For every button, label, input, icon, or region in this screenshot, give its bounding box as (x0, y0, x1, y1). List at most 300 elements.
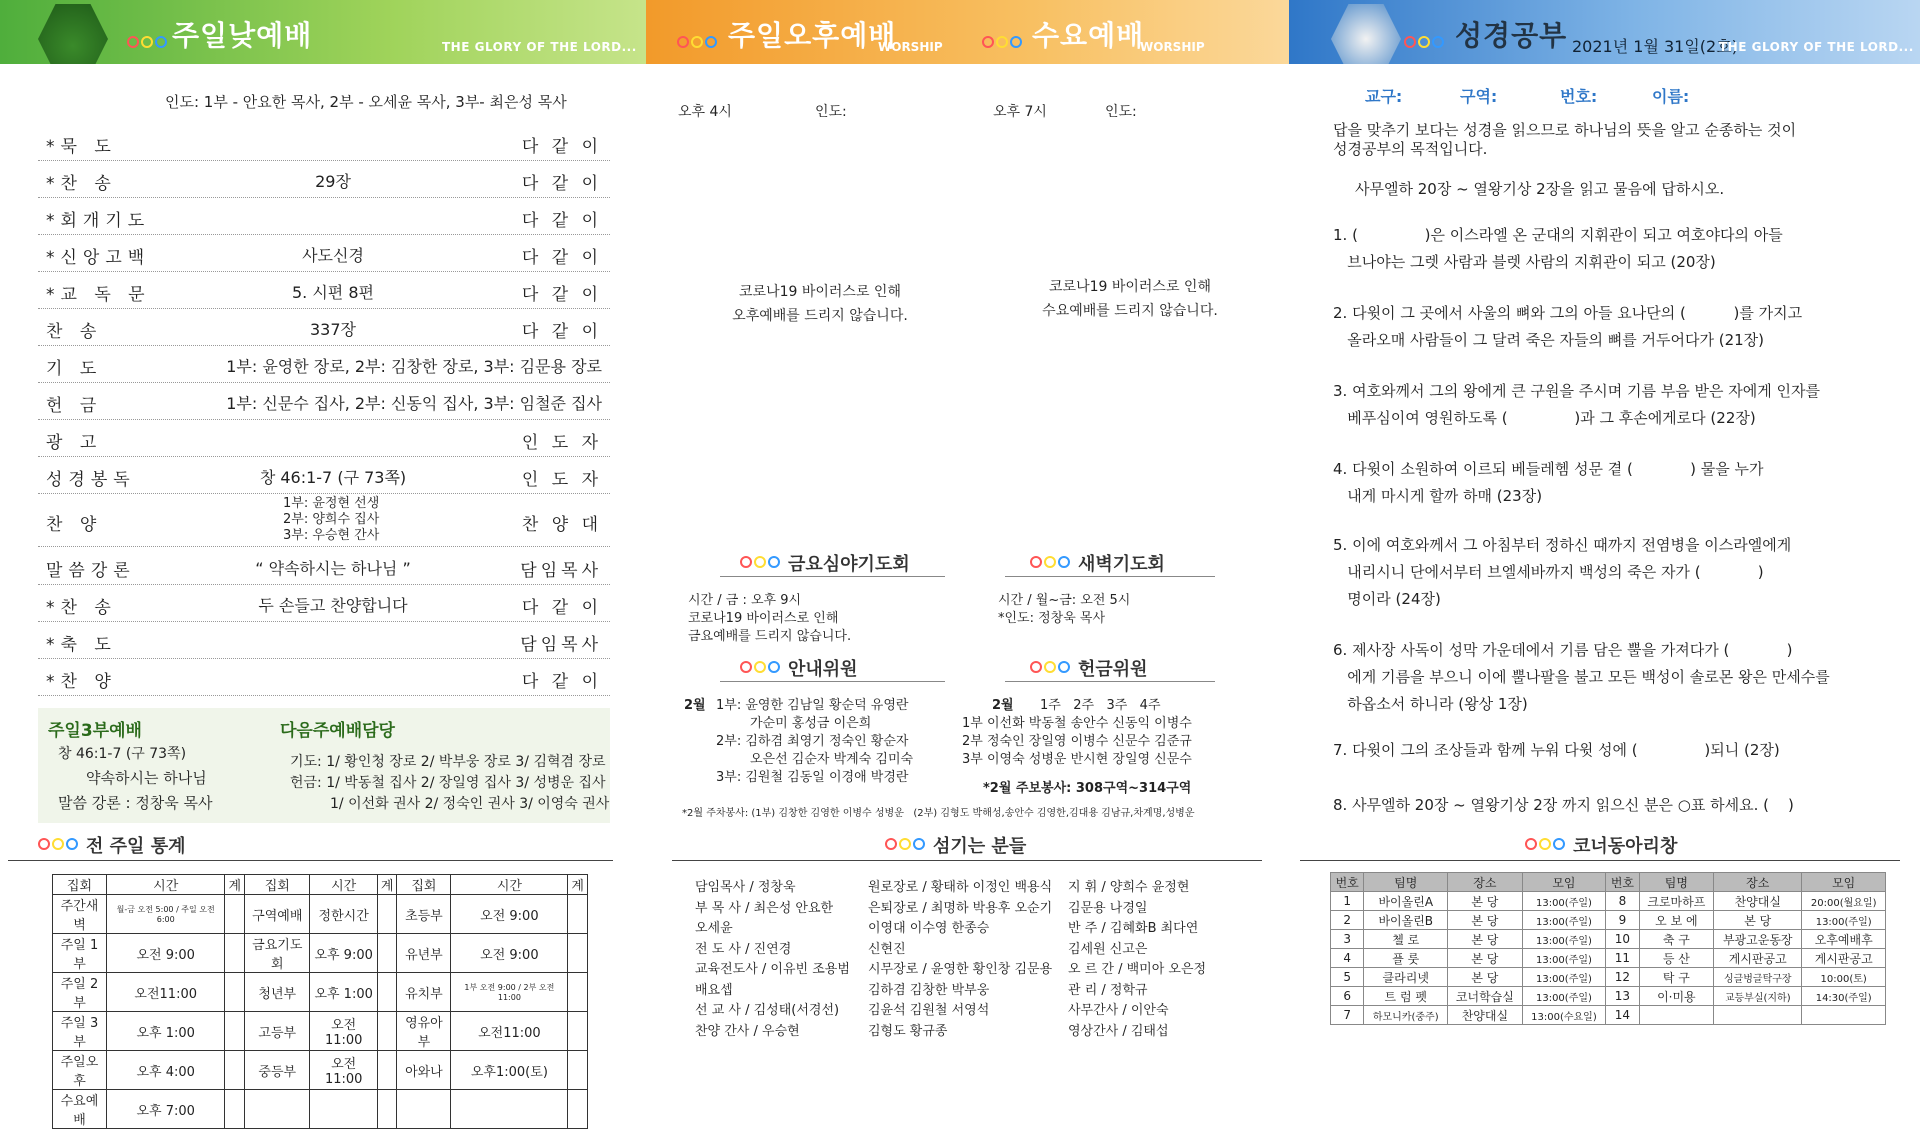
order-responsible: 담임목사 (520, 561, 602, 581)
staff-col-3 (1068, 878, 1206, 1042)
order-content: 29장 (315, 172, 351, 191)
table-cell (225, 1051, 245, 1090)
order-label: *찬 양 (46, 672, 117, 692)
banner-title: 성경공부 (1455, 19, 1568, 52)
table-cell: 금요기도회 (245, 934, 310, 973)
order-label: *회개기도 (46, 211, 151, 231)
table-cell: 축 구 (1639, 930, 1714, 949)
staff-line: 김세원 신고은 (1068, 941, 1148, 957)
table-cell: 8 (1606, 892, 1639, 911)
divider (1300, 860, 1900, 861)
worship-label: WORSHIP (1140, 40, 1205, 54)
dots-icon (1030, 556, 1072, 571)
table-row (1331, 968, 1886, 987)
table-row (53, 973, 588, 1012)
third-service-line: 약속하시는 하나님 (86, 769, 207, 787)
staff-line: 은퇴장로 / 최명하 박용후 오순기 (868, 900, 1053, 916)
order-responsible: 찬 양 대 (521, 515, 602, 535)
question: 1. ( )은 이스라엘 온 군대의 지휘관이 되고 여호야다의 아들 브나야는 그렛 사람과 블렛 사람의 지휘관이 되고 (20장) (1333, 226, 1783, 271)
third-service-line: 말씀 강론 : 정창욱 목사 (58, 794, 213, 812)
staff-line: 관 리 / 정학규 (1068, 982, 1148, 998)
order-row (38, 457, 610, 494)
table-cell: 영유아부 (397, 1012, 451, 1051)
table-cell: 청년부 (245, 973, 310, 1012)
table-cell (225, 1090, 245, 1129)
stats-heading: 전 주일 통계 (38, 832, 185, 858)
dots-icon (740, 661, 782, 676)
dawn-info: 시간 / 월~금: 오전 5시 *인도: 정창욱 목사 (998, 593, 1131, 626)
table-cell (568, 1051, 588, 1090)
table-cell: 주일 3부 (53, 1012, 107, 1051)
table-cell: 오전11:00 (106, 973, 225, 1012)
bulletin-service: *2월 주보봉사: 308구역~314구역 (983, 781, 1192, 796)
dots-icon (1404, 36, 1446, 51)
table-cell (245, 1090, 310, 1129)
third-service-line: 창 46:1-7 (구 73쪽) (58, 746, 187, 762)
order-row (38, 420, 610, 457)
banner-date: 2021년 1월 31일(2호) (1572, 37, 1738, 56)
order-content: 두 손들고 찬양합니다 (258, 596, 408, 615)
banner-bible-study (1289, 0, 1920, 64)
staff-line: 오세윤 (695, 921, 733, 936)
table-cell: 1부 오전 9:00 / 2부 오전 11:00 (451, 973, 568, 1012)
table-cell: 게시판공고 (1714, 949, 1802, 968)
table-cell: 유년부 (397, 934, 451, 973)
table-cell: 크로마하프 (1639, 892, 1714, 911)
table-cell: 주일오후 (53, 1051, 107, 1090)
order-responsible: 다 같 이 (521, 211, 602, 231)
order-responsible: 다 같 이 (521, 174, 602, 194)
divider (720, 576, 945, 577)
table-cell: 오전 9:00 (451, 895, 568, 934)
table-cell: 찬양대실 (1448, 1006, 1523, 1025)
parking-service: *2월 주차봉사: (1부) 김창한 김영한 이병수 성병운 (2부) 김형도 박해성,송안수 김영한,김대용 김남규,차계명,성병운 (682, 808, 1195, 819)
offering-heading: 헌금위원 (1030, 655, 1148, 681)
wed-notice: 코로나19 바이러스로 인해 수요예배를 드리지 않습니다. (1042, 279, 1218, 319)
table-cell: 게시판공고 (1802, 949, 1886, 968)
table-cell: 13:00(수요일) (1522, 1006, 1606, 1025)
dots-icon (982, 36, 1024, 51)
table-cell (568, 1090, 588, 1129)
order-responsible: 다 같 이 (521, 285, 602, 305)
table-cell: 유치부 (397, 973, 451, 1012)
stats-table (52, 874, 588, 1129)
pm-time: 오후 4시 (678, 104, 732, 120)
table-cell: 20:00(월요일) (1802, 892, 1886, 911)
friday-info: 시간 / 금 : 오후 9시 코로나19 바이러스로 인해 금요예배를 드리지 않습니다. (688, 593, 852, 644)
staff-line: 반 주 / 김혜화B 최다연 (1068, 921, 1199, 936)
table-cell: 이·미용 (1639, 987, 1714, 1006)
table-cell (568, 1012, 588, 1051)
order-row (38, 235, 610, 272)
table-cell: 트 럼 펫 (1364, 987, 1448, 1006)
staff-line: 지 휘 / 양희수 윤정현 (1068, 880, 1190, 895)
third-service-title: 주일3부예배 (48, 721, 142, 741)
order-label: 기 도 (46, 359, 103, 379)
table-cell: 오후 7:00 (106, 1090, 225, 1129)
study-task: 사무엘하 20장 ~ 열왕기상 2장을 읽고 물음에 답하시오. (1355, 180, 1725, 198)
question: 5. 이에 여호와께서 그 아침부터 정하신 때까지 전염병을 이스라엘에게 내리시니 단에서부터 브엘세바까지 백성의 죽은 자가 ( ) 명이라 (24장) (1333, 536, 1792, 608)
table-cell: 본 당 (1448, 892, 1523, 911)
field-label: 교구: (1365, 87, 1403, 106)
table-header: 모임 (1802, 873, 1886, 892)
order-label: 찬 송 (46, 322, 103, 342)
wed-lead: 인도: (1105, 104, 1137, 120)
staff-line: 영상간사 / 김태섭 (1068, 1023, 1169, 1039)
table-header: 시간 (106, 875, 225, 895)
table-cell: 하모니카(중주) (1364, 1006, 1448, 1025)
guide-month: 2월 (684, 698, 706, 713)
order-responsible: 다 같 이 (521, 137, 602, 157)
table-cell (397, 1090, 451, 1129)
table-cell: 오전11:00 (310, 1012, 377, 1051)
table-cell: 13 (1606, 987, 1639, 1006)
dots-icon (740, 556, 782, 571)
leaders-line: 인도: 1부 - 안요한 목사, 2부 - 오세윤 목사, 3부- 최은성 목사 (165, 93, 567, 111)
table-cell: 13:00(주일) (1522, 930, 1606, 949)
friday-heading: 금요심야기도회 (740, 550, 910, 576)
order-responsible: 다 같 이 (521, 672, 602, 692)
pm-lead: 인도: (815, 104, 847, 120)
table-cell: 본 당 (1448, 911, 1523, 930)
table-cell: 13:00(주일) (1522, 892, 1606, 911)
table-header: 모임 (1522, 873, 1606, 892)
worship-label: WORSHIP (878, 40, 943, 54)
table-cell (568, 934, 588, 973)
table-header: 계 (568, 875, 588, 895)
table-row (53, 934, 588, 973)
table-cell: 등 산 (1639, 949, 1714, 968)
table-cell (377, 1012, 397, 1051)
dots-icon (127, 36, 169, 51)
clubs-table (1330, 872, 1886, 1025)
table-cell (225, 1012, 245, 1051)
table-header: 계 (225, 875, 245, 895)
order-label: *교 독 문 (46, 285, 151, 305)
table-header: 번호 (1331, 873, 1364, 892)
table-cell (377, 1090, 397, 1129)
table-cell (225, 973, 245, 1012)
staff-line: 시무장로 / 윤영한 황인창 김문용 (868, 962, 1053, 977)
table-cell: 중등부 (245, 1051, 310, 1090)
table-cell: 오후 4:00 (106, 1051, 225, 1090)
table-cell: 오전11:00 (451, 1012, 568, 1051)
banner-subtitle: THE GLORY OF THE LORD... (1719, 40, 1914, 54)
table-cell: 6 (1331, 987, 1364, 1006)
table-cell (1802, 1006, 1886, 1025)
table-cell: 구역예배 (245, 895, 310, 934)
offering-month: 2월 (992, 698, 1014, 713)
table-cell: 오후1:00(토) (451, 1051, 568, 1090)
table-row (53, 895, 588, 934)
table-cell: 싱글벙글탁구장 (1714, 968, 1802, 987)
staff-col-2 (868, 878, 1052, 1042)
table-cell: 7 (1331, 1006, 1364, 1025)
staff-line: 오 르 간 / 백미아 오은정 (1068, 962, 1207, 977)
table-cell: 고등부 (245, 1012, 310, 1051)
staff-line: 배요셉 (695, 982, 733, 998)
table-header: 계 (377, 875, 397, 895)
hands-plant-logo-icon (38, 4, 108, 64)
order-label: *찬 송 (46, 598, 117, 618)
table-cell (568, 973, 588, 1012)
staff-line: 찬양 간사 / 우승현 (695, 1023, 800, 1039)
order-label: 광 고 (46, 433, 103, 453)
order-content: 1부: 윤정현 선생 2부: 양희수 집사 3부: 우승현 간사 (283, 496, 380, 543)
order-content: 337장 (310, 320, 356, 339)
order-responsible: 다 같 이 (521, 598, 602, 618)
table-header-row (1331, 873, 1886, 892)
table-cell: 아와나 (397, 1051, 451, 1090)
order-content: 창 46:1-7 (구 73쪽) (259, 468, 407, 487)
table-cell: 4 (1331, 949, 1364, 968)
table-row (1331, 930, 1886, 949)
dots-icon (1525, 838, 1567, 853)
order-row (38, 161, 610, 198)
order-row (38, 548, 610, 585)
table-row (53, 1051, 588, 1090)
order-label: 찬 양 (46, 515, 103, 535)
order-row (38, 124, 610, 161)
table-cell: 오 보 에 (1639, 911, 1714, 930)
divider (672, 860, 1262, 861)
question: 6. 제사장 사독이 성막 가운데에서 기름 담은 뿔을 가져다가 ( ) 에게 기름을 부으니 이에 뿔나팔을 불고 모든 백성이 솔로몬 왕은 만세수를 하옵소서 하니라 (왕상 1장) (1333, 641, 1830, 713)
table-cell: 교등부실(지하) (1714, 987, 1802, 1006)
table-cell: 바이올린B (1364, 911, 1448, 930)
order-label: *축 도 (46, 635, 117, 655)
table-cell: 첼 로 (1364, 930, 1448, 949)
order-row (38, 198, 610, 235)
field-label: 이름: (1652, 87, 1690, 106)
divider (8, 860, 613, 861)
staff-line: 김윤석 김원철 서영석 (868, 1003, 990, 1018)
table-cell: 본 당 (1448, 949, 1523, 968)
staff-line: 부 목 사 / 최은성 안요한 (695, 900, 834, 916)
order-label: *묵 도 (46, 137, 117, 157)
staff-line: 전 도 사 / 진연경 (695, 941, 792, 957)
offering-list: 1부 이선화 박동철 송안수 신동익 이병수 2부 정숙인 장일영 이병수 신문수 김준규 3부 이영숙 성병운 반시현 장일영 신문수 (962, 716, 1192, 767)
next-week-line: 헌금: 1/ 박동철 집사 2/ 장일영 집사 3/ 성병운 집사 (290, 775, 606, 791)
table-cell: 오후 1:00 (310, 973, 377, 1012)
table-cell (225, 934, 245, 973)
table-row (1331, 987, 1886, 1006)
next-week-title: 다음주예배담당 (280, 721, 395, 741)
order-responsible: 다 같 이 (521, 322, 602, 342)
dots-icon (38, 838, 80, 853)
table-header-row (53, 875, 588, 895)
table-cell: 오전 9:00 (106, 934, 225, 973)
table-cell: 플 룻 (1364, 949, 1448, 968)
table-cell: 본 당 (1714, 911, 1802, 930)
order-row (38, 272, 610, 309)
order-row (38, 309, 610, 346)
table-header: 집회 (245, 875, 310, 895)
table-cell (310, 1090, 377, 1129)
order-responsible: 인 도 자 (521, 470, 602, 490)
order-row (38, 346, 610, 383)
dots-icon (1030, 661, 1072, 676)
question: 8. 사무엘하 20장 ~ 열왕기상 2장 까지 읽으신 분은 ○표 하세요. ( ) (1333, 796, 1794, 814)
table-cell: 1 (1331, 892, 1364, 911)
banner-title-wednesday: 수요예배 (1032, 19, 1145, 52)
question: 2. 다윗이 그 곳에서 사울의 뼈와 그의 아들 요나단의 ( )를 가지고 올라오매 사람들이 그 달려 죽은 자들의 뼈를 거두어다가 (21장) (1333, 304, 1803, 349)
banner-title-afternoon: 주일오후예배 (728, 19, 897, 52)
table-cell: 13:00(주일) (1802, 911, 1886, 930)
table-cell: 14:30(주일) (1802, 987, 1886, 1006)
staff-heading: 섬기는 분들 (885, 832, 1026, 858)
table-cell (225, 895, 245, 934)
order-label: 성경봉독 (46, 470, 136, 490)
clubs-heading: 코너동아리창 (1525, 832, 1677, 858)
table-cell: 오전 9:00 (451, 934, 568, 973)
table-cell: 월-금 오전 5:00 / 주일 오전 6:00 (106, 895, 225, 934)
staff-line: 김하겸 김창한 박부웅 (868, 982, 990, 998)
divider (720, 681, 945, 682)
table-header: 집회 (397, 875, 451, 895)
table-cell: 오후 9:00 (310, 934, 377, 973)
table-header: 장소 (1714, 873, 1802, 892)
table-cell (451, 1090, 568, 1129)
table-row (1331, 892, 1886, 911)
table-row (53, 1090, 588, 1129)
table-cell: 2 (1331, 911, 1364, 930)
dots-icon (885, 838, 927, 853)
order-content: 사도신경 (302, 246, 364, 265)
table-header: 장소 (1448, 873, 1523, 892)
order-responsible: 다 같 이 (521, 248, 602, 268)
question: 3. 여호와께서 그의 왕에게 큰 구원을 주시며 기름 부음 받은 자에게 인자를 베푸심이여 영원하도록 ( )과 그 후손에게로다 (22장) (1333, 382, 1820, 427)
table-row (53, 1012, 588, 1051)
staff-line: 교육전도사 / 이유빈 조용범 (695, 962, 850, 977)
table-cell: 10:00(토) (1802, 968, 1886, 987)
table-cell: 3 (1331, 930, 1364, 949)
table-cell: 주일 2부 (53, 973, 107, 1012)
table-header: 번호 (1606, 873, 1639, 892)
field-label: 구역: (1460, 87, 1498, 106)
table-cell: 13:00(주일) (1522, 949, 1606, 968)
table-cell: 클라리넷 (1364, 968, 1448, 987)
table-cell: 초등부 (397, 895, 451, 934)
order-label: 헌 금 (46, 396, 103, 416)
pm-notice: 코로나19 바이러스로 인해 오후예배를 드리지 않습니다. (732, 284, 908, 324)
table-cell (1639, 1006, 1714, 1025)
table-row (1331, 949, 1886, 968)
table-header: 시간 (451, 875, 568, 895)
banner-afternoon-wednesday (646, 0, 1289, 64)
table-cell: 코너학습실 (1448, 987, 1523, 1006)
table-header: 팀명 (1639, 873, 1714, 892)
staff-line: 김형도 황규종 (868, 1023, 948, 1039)
table-cell (1714, 1006, 1802, 1025)
table-cell (377, 1051, 397, 1090)
table-header: 팀명 (1364, 873, 1448, 892)
table-cell: 찬양대실 (1714, 892, 1802, 911)
order-content: 5. 시편 8편 (292, 283, 374, 302)
staff-line: 사무간사 / 이안숙 (1068, 1003, 1169, 1018)
next-week-line: 기도: 1/ 황인청 장로 2/ 박부웅 장로 3/ 김혁겸 장로 (290, 754, 606, 770)
table-cell: 탁 구 (1639, 968, 1714, 987)
table-cell: 오후예배후 (1802, 930, 1886, 949)
order-row (38, 383, 610, 420)
table-cell: 12 (1606, 968, 1639, 987)
staff-line: 담임목사 / 정창욱 (695, 880, 796, 895)
table-cell (377, 973, 397, 1012)
order-row (38, 494, 610, 547)
next-week-line: 1/ 이선화 권사 2/ 정숙인 권사 3/ 이영숙 권사 (330, 796, 610, 812)
table-cell (568, 895, 588, 934)
table-row (1331, 1006, 1886, 1025)
staff-line: 이영대 이수영 한종승 (868, 921, 990, 936)
table-header: 시간 (310, 875, 377, 895)
table-cell: 부광고운동장 (1714, 930, 1802, 949)
divider (1005, 681, 1215, 682)
banner-subtitle: THE GLORY OF THE LORD... (442, 40, 637, 54)
order-label: *찬 송 (46, 174, 117, 194)
heart-hands-logo-icon (1331, 4, 1401, 64)
staff-col-1 (695, 878, 850, 1042)
banner-title: 주일낮예배 (172, 19, 313, 52)
order-label: *신앙고백 (46, 248, 151, 268)
staff-line: 신현진 (868, 941, 906, 957)
table-cell: 5 (1331, 968, 1364, 987)
table-cell: 13:00(주일) (1522, 911, 1606, 930)
question: 7. 다윗이 그의 조상들과 함께 누워 다윗 성에 ( )되니 (2장) (1333, 741, 1780, 759)
table-cell: 14 (1606, 1006, 1639, 1025)
order-content: 1부: 윤영한 장로, 2부: 김창한 장로, 3부: 김문용 장로 (226, 357, 602, 376)
table-cell: 오전11:00 (310, 1051, 377, 1090)
table-cell: 수요예배 (53, 1090, 107, 1129)
order-row (38, 659, 610, 696)
order-content: “ 약속하시는 하나님 ” (255, 559, 411, 578)
guide-heading: 안내위원 (740, 655, 858, 681)
table-cell: 9 (1606, 911, 1639, 930)
dawn-heading: 새벽기도회 (1030, 550, 1165, 576)
table-cell: 13:00(주일) (1522, 968, 1606, 987)
table-cell: 본 당 (1448, 930, 1523, 949)
table-cell: 주일 1부 (53, 934, 107, 973)
wed-time: 오후 7시 (993, 104, 1047, 120)
table-cell: 본 당 (1448, 968, 1523, 987)
dots-icon (677, 36, 719, 51)
order-content: 1부: 신문수 집사, 2부: 신동익 집사, 3부: 임철준 집사 (226, 394, 602, 413)
table-cell: 정한시간 (310, 895, 377, 934)
question: 4. 다윗이 소원하여 이르되 베들레헴 성문 곁 ( ) 물을 누가 내게 마시게 할까 하매 (23장) (1333, 460, 1764, 505)
table-row (1331, 911, 1886, 930)
order-responsible: 인 도 자 (521, 433, 602, 453)
order-responsible: 담임목사 (520, 635, 602, 655)
table-cell (377, 895, 397, 934)
order-row (38, 622, 610, 659)
staff-line: 원로장로 / 황태하 이정인 백용식 (868, 880, 1053, 895)
order-label: 말씀강론 (46, 561, 136, 581)
order-row (38, 585, 610, 622)
table-cell (377, 934, 397, 973)
staff-line: 김문용 나경일 (1068, 900, 1148, 916)
staff-line: 선 교 사 / 김성태(서경선) (695, 1003, 840, 1018)
table-cell: 10 (1606, 930, 1639, 949)
banner-sunday-morning (0, 0, 646, 64)
study-intro: 답을 맞추기 보다는 성경을 읽으므로 하나님의 뜻을 알고 순종하는 것이 성경공부의 목적입니다. (1333, 121, 1797, 158)
table-cell: 주간새벽 (53, 895, 107, 934)
guide-list: 1부: 윤영한 김남일 황순덕 유영란 가순미 홍성금 이은희 2부: 김하겸 최영기 정숙인 황순자 오은선 김순자 박계숙 김미숙 3부: 김원철 김동일 이경애 박경란 (716, 698, 914, 785)
field-label: 번호: (1560, 87, 1598, 106)
divider (1005, 576, 1215, 577)
table-cell: 바이올린A (1364, 892, 1448, 911)
table-header: 집회 (53, 875, 107, 895)
table-cell: 오후 1:00 (106, 1012, 225, 1051)
table-cell: 13:00(주일) (1522, 987, 1606, 1006)
offering-weeks: 1주 2주 3주 4주 (1040, 698, 1161, 713)
